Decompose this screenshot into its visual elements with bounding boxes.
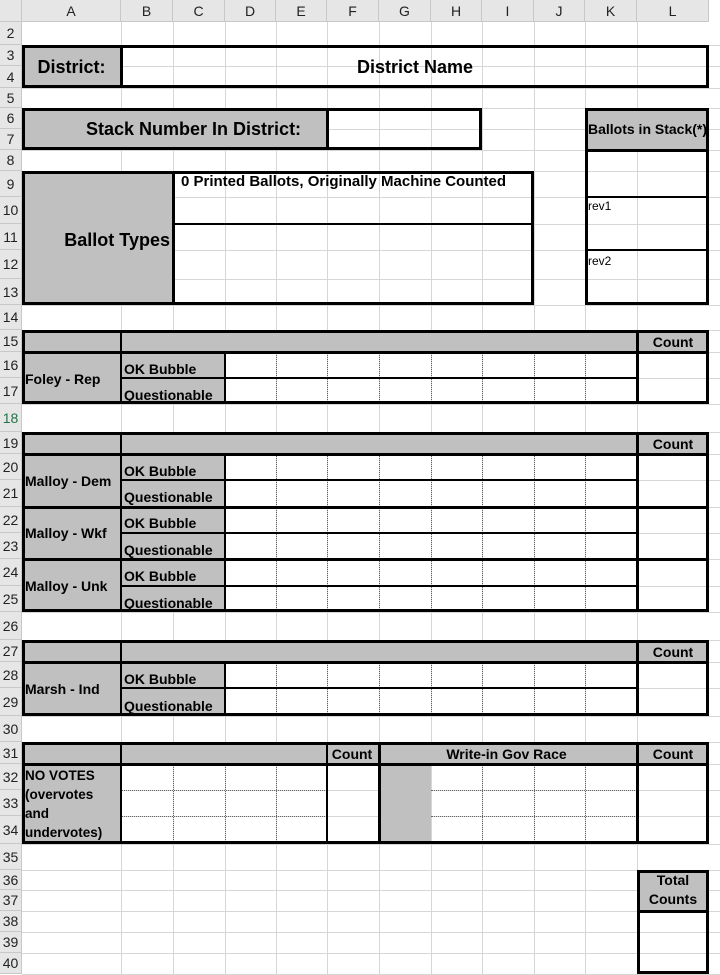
race-header-fill xyxy=(22,432,709,454)
column-header-C[interactable]: C xyxy=(173,0,225,22)
questionable-label: Questionable xyxy=(124,542,213,558)
column-header-B[interactable]: B xyxy=(121,0,173,22)
column-header-A[interactable]: A xyxy=(22,0,121,22)
dotted-divider xyxy=(585,764,586,844)
dotted-divider xyxy=(276,662,277,716)
border-line xyxy=(120,742,122,844)
border-line xyxy=(22,661,709,664)
ballot-types-border xyxy=(22,171,25,305)
count-header-foley: Count xyxy=(652,334,694,350)
row-header-39[interactable]: 39 xyxy=(0,932,22,953)
count-header-no-votes: Count xyxy=(331,746,373,762)
border-line xyxy=(22,506,709,509)
column-header-D[interactable]: D xyxy=(225,0,276,22)
row-header-22[interactable]: 22 xyxy=(0,507,22,533)
gridline-horizontal xyxy=(22,953,720,954)
column-header-E[interactable]: E xyxy=(276,0,327,22)
row-header-29[interactable]: 29 xyxy=(0,688,22,716)
row-header-14[interactable]: 14 xyxy=(0,305,22,330)
ballot-types-label: Ballot Types xyxy=(64,229,170,250)
dotted-divider xyxy=(431,662,432,716)
ok-bubble-label: OK Bubble xyxy=(124,568,197,584)
border-line xyxy=(121,479,637,481)
border-line xyxy=(637,910,709,913)
border-line xyxy=(121,532,637,534)
border-line xyxy=(121,687,637,689)
gridline-horizontal xyxy=(22,844,720,845)
questionable-label: Questionable xyxy=(124,595,213,611)
count-header-malloy: Count xyxy=(652,436,694,452)
row-header-27[interactable]: 27 xyxy=(0,640,22,662)
row-header-19[interactable]: 19 xyxy=(0,432,22,454)
gridline-horizontal xyxy=(22,870,720,871)
dotted-divider xyxy=(327,662,328,716)
gridline-horizontal xyxy=(22,404,720,405)
row-header-7[interactable]: 7 xyxy=(0,129,22,150)
row-header-8[interactable]: 8 xyxy=(0,150,22,171)
questionable-label: Questionable xyxy=(124,387,213,403)
row-header-20[interactable]: 20 xyxy=(0,454,22,480)
race-header-fill xyxy=(22,330,709,352)
dotted-divider xyxy=(379,662,380,716)
gridline-horizontal xyxy=(22,612,720,613)
border-line xyxy=(585,149,709,152)
candidate-marsh-ind: Marsh - Ind xyxy=(25,681,100,697)
row-header-9[interactable]: 9 xyxy=(0,171,22,197)
dotted-divider xyxy=(173,764,174,844)
dotted-divider xyxy=(121,816,327,817)
border-line xyxy=(121,585,637,587)
rev2-label: rev2 xyxy=(588,254,612,268)
row-header-36[interactable]: 36 xyxy=(0,870,22,890)
ballot-types-border xyxy=(22,302,534,305)
row-header-24[interactable]: 24 xyxy=(0,559,22,586)
dotted-divider xyxy=(534,662,535,716)
dotted-divider xyxy=(431,816,637,817)
border-line xyxy=(173,223,534,225)
row-header-11[interactable]: 11 xyxy=(0,224,22,250)
ballots-in-stack-header: Ballots in Stack(*) xyxy=(587,120,708,137)
stack-box-border xyxy=(22,108,25,150)
rev1-label: rev1 xyxy=(588,199,612,213)
row-header-18[interactable]: 18 xyxy=(0,404,22,432)
ballots-in-stack-border xyxy=(585,302,709,305)
row-header-10[interactable]: 10 xyxy=(0,197,22,224)
column-header-G[interactable]: G xyxy=(379,0,431,22)
ok-bubble-label: OK Bubble xyxy=(124,515,197,531)
border-line xyxy=(121,377,637,379)
district-name-cell[interactable]: District Name xyxy=(356,56,474,77)
questionable-label: Questionable xyxy=(124,489,213,505)
gridline-horizontal xyxy=(22,716,720,717)
border-line xyxy=(22,351,709,354)
total-counts-header: Total Counts xyxy=(648,872,698,907)
row-header-26[interactable]: 26 xyxy=(0,612,22,640)
row-header-23[interactable]: 23 xyxy=(0,533,22,559)
column-header-F[interactable]: F xyxy=(327,0,379,22)
row-header-16[interactable]: 16 xyxy=(0,352,22,378)
candidate-malloy-dem: Malloy - Dem xyxy=(25,473,112,489)
write-in-shaded-cells xyxy=(379,764,431,844)
dotted-divider xyxy=(121,790,327,791)
gridline-horizontal xyxy=(22,911,720,912)
row-header-2[interactable]: 2 xyxy=(0,22,22,45)
row-header-25[interactable]: 25 xyxy=(0,586,22,612)
column-header-L[interactable]: L xyxy=(637,0,709,22)
border-line xyxy=(172,171,175,305)
row-header-31[interactable]: 31 xyxy=(0,742,22,764)
row-header-21[interactable]: 21 xyxy=(0,480,22,507)
candidate-foley-rep: Foley - Rep xyxy=(25,371,101,387)
border-line xyxy=(120,640,122,662)
border-line xyxy=(585,196,709,198)
row-header-32[interactable]: 32 xyxy=(0,764,22,790)
dotted-divider xyxy=(482,764,483,844)
border-line xyxy=(22,453,709,456)
dotted-divider xyxy=(225,764,226,844)
race-block-border xyxy=(22,640,709,643)
no-votes-block-border xyxy=(22,841,709,844)
race-block-border xyxy=(22,330,709,333)
row-header-17[interactable]: 17 xyxy=(0,378,22,404)
race-header-fill xyxy=(22,640,709,662)
column-header-I[interactable]: I xyxy=(482,0,534,22)
column-header-K[interactable]: K xyxy=(585,0,637,22)
gridline-horizontal xyxy=(22,932,720,933)
row-header-34[interactable]: 34 xyxy=(0,816,22,844)
row-header-5[interactable]: 5 xyxy=(0,88,22,108)
no-votes-label: NO VOTES (overvotes and undervotes) xyxy=(25,768,103,840)
row-header-30[interactable]: 30 xyxy=(0,716,22,742)
gridline-horizontal xyxy=(22,305,720,306)
dotted-divider xyxy=(585,662,586,716)
count-header-write-in: Count xyxy=(652,746,694,762)
ballot-types-border xyxy=(531,171,534,305)
border-line xyxy=(585,249,709,251)
select-all-corner[interactable] xyxy=(0,0,22,22)
border-line xyxy=(120,432,122,454)
row-header-40[interactable]: 40 xyxy=(0,953,22,974)
row-header-12[interactable]: 12 xyxy=(0,250,22,279)
border-line xyxy=(120,330,122,352)
dotted-divider xyxy=(534,764,535,844)
candidate-malloy-wkf: Malloy - Wkf xyxy=(25,525,107,541)
stack-number-input[interactable] xyxy=(329,109,429,149)
ok-bubble-label: OK Bubble xyxy=(124,463,197,479)
candidate-malloy-unk: Malloy - Unk xyxy=(25,578,108,594)
ok-bubble-label: OK Bubble xyxy=(124,361,197,377)
row-header-15[interactable]: 15 xyxy=(0,330,22,352)
stack-box-border xyxy=(479,108,482,150)
column-header-H[interactable]: H xyxy=(431,0,482,22)
border-line xyxy=(120,662,122,716)
column-header-J[interactable]: J xyxy=(534,0,585,22)
row-header-6[interactable]: 6 xyxy=(0,108,22,129)
race-block-border xyxy=(706,432,709,612)
dotted-divider xyxy=(482,662,483,716)
race-block-border xyxy=(22,432,709,435)
dotted-divider xyxy=(276,764,277,844)
gridline-horizontal xyxy=(22,88,720,89)
row-header-3[interactable]: 3 xyxy=(0,45,22,66)
border-line xyxy=(224,662,226,716)
row-header-28[interactable]: 28 xyxy=(0,662,22,688)
ballot-type-line-1[interactable]: 0 Printed Ballots, Originally Machine Counted xyxy=(181,173,507,190)
ok-bubble-label: OK Bubble xyxy=(124,671,197,687)
district-label: District: xyxy=(37,56,106,77)
dotted-divider xyxy=(431,790,637,791)
questionable-label: Questionable xyxy=(124,698,213,714)
row-header-33[interactable]: 33 xyxy=(0,790,22,816)
stack-number-label: Stack Number In District: xyxy=(86,118,302,139)
row-header-4[interactable]: 4 xyxy=(0,66,22,88)
count-header-marsh: Count xyxy=(652,644,694,660)
row-header-37[interactable]: 37 xyxy=(0,890,22,911)
gridline-horizontal xyxy=(22,890,720,891)
write-in-header: Write-in Gov Race xyxy=(446,746,567,762)
row-header-38[interactable]: 38 xyxy=(0,911,22,932)
border-line xyxy=(22,558,709,561)
row-header-13[interactable]: 13 xyxy=(0,279,22,305)
row-header-35[interactable]: 35 xyxy=(0,844,22,870)
